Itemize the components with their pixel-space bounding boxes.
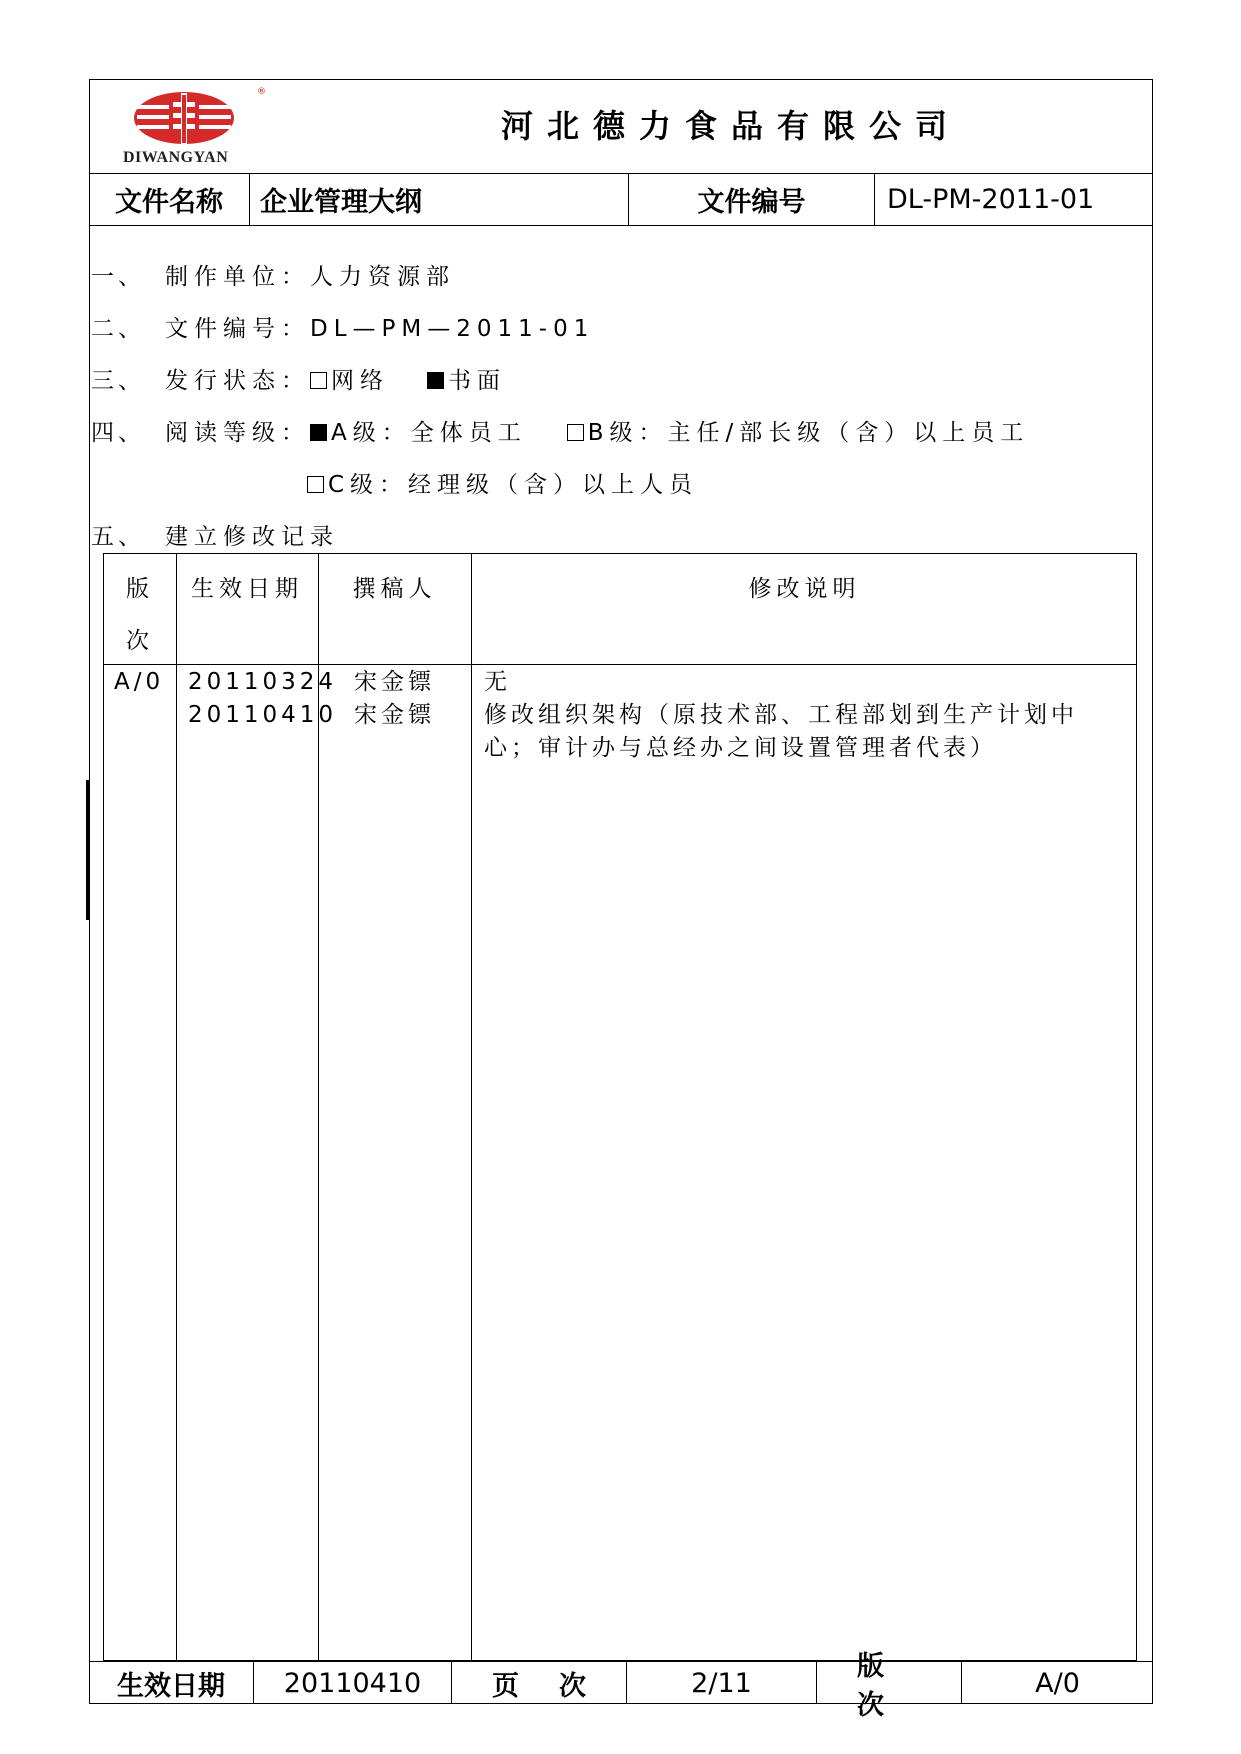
header-date: 生效日期 [191,576,303,602]
document-header [89,79,1153,174]
item-text: 文件编号：DL—PM—2011-01 [165,316,595,342]
checkbox-unchecked-icon [307,476,324,493]
item-label: 阅读等级： [165,420,310,446]
file-info-row [89,174,1153,226]
file-name-value: 企业管理大纲 [250,174,629,225]
header-notes: 修改说明 [748,576,861,602]
option-network: 网络 [331,368,389,394]
item-1 [91,258,455,291]
company-name: 河北德力食品有限公司 [500,107,961,145]
item-text: 制作单位：人力资源部 [165,264,455,290]
item-number: 三、 [91,368,145,394]
checkbox-unchecked-icon [567,424,584,441]
table-divider [176,554,177,1660]
revision-table [103,553,1137,1661]
binding-edge-mark [86,780,89,920]
footer-version-value: A/0 [1035,1667,1080,1699]
table-header-divider [104,664,1136,665]
registered-icon: ® [257,87,266,97]
footer-date-value: 20110410 [254,1662,452,1704]
footer-page-value: 2/11 [627,1662,817,1704]
item-number: 五、 [91,524,145,550]
item-number: 四、 [91,420,145,446]
item-4-cont [307,466,698,499]
file-code-value: DL-PM-2011-01 [887,184,1095,215]
header-author: 撰稿人 [352,576,437,602]
file-code-label: 文件编号 [629,174,875,225]
item-2 [91,310,594,343]
document-footer [89,1651,1153,1721]
header-version-2: 次 [126,628,154,654]
item-text: 建立修改记录 [165,524,339,550]
footer-page-label: 页次 [452,1662,627,1704]
logo-text: DIWANGYAN [123,149,229,166]
file-name-label: 文件名称 [89,174,250,225]
checkbox-checked-icon [427,372,444,389]
item-3 [91,362,506,395]
item-number: 一、 [91,264,145,290]
item-4 [91,414,1029,447]
header-version-1: 版 [126,576,154,602]
option-paper: 书面 [448,368,506,394]
row-dates: 20110324 20110410 [188,669,338,728]
item-5 [91,518,339,551]
item-number: 二、 [91,316,145,342]
option-level-c: C级：经理级（含）以上人员 [328,472,699,498]
checkbox-unchecked-icon [310,372,327,389]
option-level-b: B级：主任/部长级（含）以上员工 [587,420,1030,446]
footer-version-label: 版次 [817,1662,962,1704]
option-level-a: A级：全体员工 [331,420,527,446]
row-version: A/0 [114,669,165,695]
footer-date-label: 生效日期 [89,1662,254,1704]
item-label: 发行状态： [165,368,310,394]
table-divider [471,554,472,1660]
checkbox-checked-icon [310,424,327,441]
row-authors: 宋金镖 宋金镖 [354,669,435,728]
row-notes: 无 修改组织架构（原技术部、工程部划到生产计划中 心；审计办与总经办之间设置管理者代表） [484,669,1078,761]
